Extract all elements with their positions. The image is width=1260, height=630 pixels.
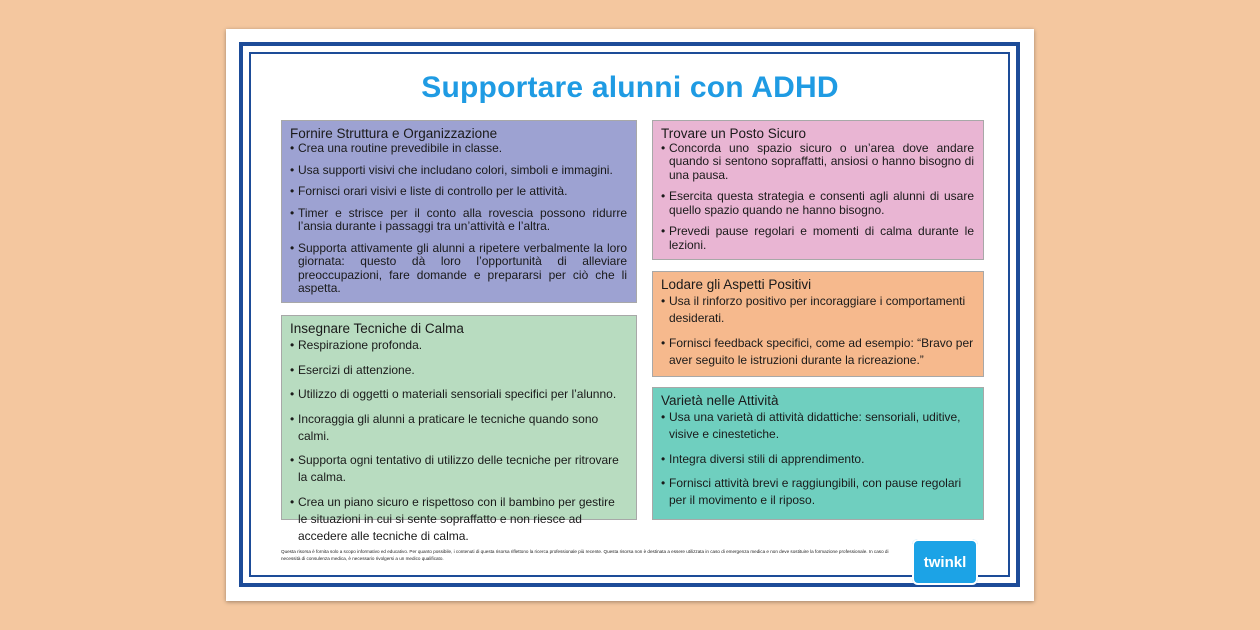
list-item: • Fornisci attività brevi e raggiungibili, con pause regolari per il movimento e il riposo. bbox=[661, 475, 974, 509]
list-item: • Esercizi di attenzione. bbox=[290, 362, 627, 379]
list-item: • Respirazione profonda. bbox=[290, 337, 627, 354]
list-item: • Integra diversi stili di apprendimento. bbox=[661, 451, 974, 468]
twinkl-logo bbox=[912, 539, 978, 585]
list-item: • Esercita questa strategia e consenti agli alunni di usare quello spazio quando ne hanno bisogno. bbox=[661, 190, 974, 217]
list-item: • Crea un piano sicuro e rispettoso con il bambino per gestire le situazioni in cui si sente sopraffatto e non riesce ad accedere alle tecniche di calma. bbox=[290, 494, 627, 545]
section-struttura bbox=[281, 120, 637, 303]
section-heading: Fornire Struttura e Organizzazione bbox=[290, 126, 498, 141]
disclaimer-text: Questa risorsa è fornita solo a scopo informativo ed educativo. Per quanto possibile, i contenuti di questa risorsa riflettono la ricerca professionale più recente. Questa risorsa non è destinata a essere utilizzata in caso di emergenza medica e non deve sostituire la formazione professionale. In caso di necessità di consulenza medica, è necessario rivolgersi a un medico qualificato. bbox=[281, 549, 889, 561]
poster-title: Supportare alunni con ADHD bbox=[421, 71, 839, 104]
list-item: • Supporta ogni tentativo di utilizzo delle tecniche per ritrovare la calma. bbox=[290, 452, 627, 486]
poster-sheet bbox=[226, 29, 1034, 601]
list-item: • Supporta attivamente gli alunni a ripetere verbalmente la loro giornata: questo dà loro l’opportunità di alleviare preoccupazioni, fare domande e prepararsi per ciò che li aspetta. bbox=[290, 242, 627, 296]
list-item: • Fornisci orari visivi e liste di controllo per le attività. bbox=[290, 185, 627, 198]
section-heading: Insegnare Tecniche di Calma bbox=[290, 321, 464, 336]
section-heading: Varietà nelle Attività bbox=[661, 393, 779, 408]
logo-text: twinkl bbox=[923, 553, 967, 571]
section-posto-sicuro bbox=[652, 120, 984, 260]
list-item: • Usa una varietà di attività didattiche: sensoriali, uditive, visive e cinestetiche. bbox=[661, 409, 974, 443]
list-item: • Timer e strisce per il conto alla rovescia possono ridurre l’ansia durante i passaggi tra un’attività e l’altra. bbox=[290, 207, 627, 234]
list-item: • Prevedi pause regolari e momenti di calma durante le lezioni. bbox=[661, 225, 974, 252]
list-item: • Fornisci feedback specifici, come ad esempio: “Bravo per aver seguito le istruzioni durante la ricreazione.” bbox=[661, 335, 974, 369]
list-item: • Utilizzo di oggetti o materiali sensoriali specifici per l’alunno. bbox=[290, 386, 627, 403]
list-item: • Concorda uno spazio sicuro o un’area dove andare quando si sentono sopraffatti, ansiosi o hanno bisogno di una pausa. bbox=[661, 142, 974, 182]
section-heading: Lodare gli Aspetti Positivi bbox=[661, 277, 812, 292]
section-heading: Trovare un Posto Sicuro bbox=[661, 126, 807, 141]
section-lodare bbox=[652, 271, 984, 377]
list-item: • Crea una routine prevedibile in classe. bbox=[290, 142, 627, 155]
list-item: • Incoraggia gli alunni a praticare le tecniche quando sono calmi. bbox=[290, 411, 627, 445]
section-calma bbox=[281, 315, 637, 543]
list-item: • Usa il rinforzo positivo per incoraggiare i comportamenti desiderati. bbox=[661, 293, 974, 327]
list-item: • Usa supporti visivi che includano colori, simboli e immagini. bbox=[290, 164, 627, 177]
section-varieta bbox=[652, 387, 984, 520]
